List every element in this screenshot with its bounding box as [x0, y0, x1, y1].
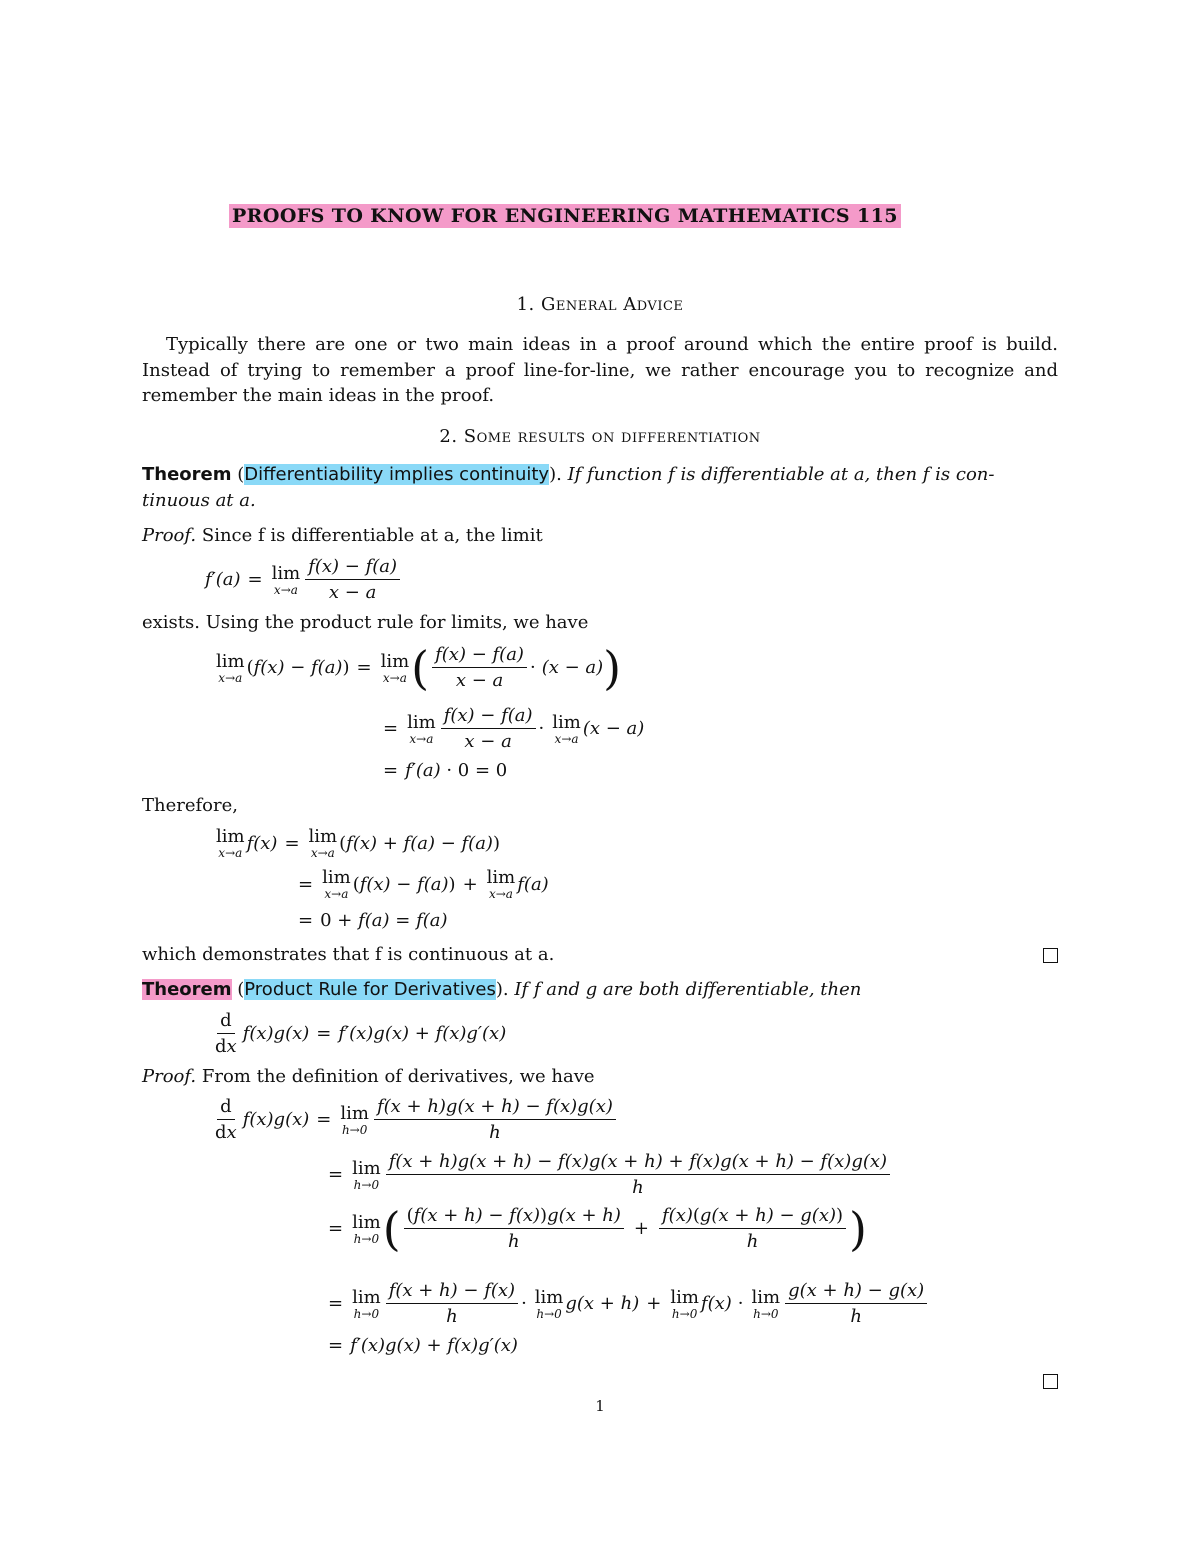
product-proof-line-5: = f′(x)g(x) + f(x)g′(x) — [328, 1335, 518, 1356]
product-rule-equation: $\frac{d}{dx}$ f(x)g(x) = f′(x)g(x) + f(x)g′(x) — [215, 1010, 507, 1057]
qed-2-icon — [1043, 1374, 1058, 1389]
theorem-2-label: Theorem — [142, 979, 232, 1000]
theorem-1-header: Theorem (Differentiability implies continuity). If function f is differentiable at a, then f is con- — [142, 464, 995, 485]
theorem-1-label: Theorem — [142, 464, 232, 485]
section-2-heading: 2. Some results on differentiation — [439, 426, 761, 447]
limit-product-line-1: lim x→a ( f(x) − f(a) ) = lim x→a ( $\frac{f(x) - f(a)}{x - a}$ · (x − a) ) — [216, 640, 622, 695]
section-1-paragraph: Typically there are one or two main ideas in a proof around which the entire proof is build. Instead of trying to remember a proof line-for-line, we rather encourage you to recognize and remember the main ideas in the proof. — [142, 334, 1058, 406]
theorem-2-statement: If f and g are both differentiable, then — [514, 979, 862, 1000]
proof-1-intro — [142, 525, 543, 546]
page-title: PROOFS TO KNOW FOR ENGINEERING MATHEMATICS 115 — [229, 204, 901, 228]
qed-1-icon — [1043, 948, 1058, 963]
theorem-1-name: Differentiability implies continuity — [244, 464, 550, 485]
product-proof-line-2: = lim h→0 $\frac{f(x + h)g(x + h) - f(x)g(x + h) + f(x)g(x + h) - f(x)g(x)}{h}$ — [328, 1151, 893, 1198]
derivative-definition-equation: f′(a) = lim x→a $\frac{f(x) - f(a)}{x - a}$ — [205, 556, 403, 603]
product-proof-line-3: = lim h→0 ( $\frac{(f(x + h) - f(x))g(x + h)}{h}$ + $\frac{f(x)(g(x + h) - g(x))}{h}$ ) — [328, 1201, 867, 1256]
proof-1-exists-text: exists. Using the product rule for limits, we have — [142, 612, 589, 633]
proof-1-label: Proof. — [142, 525, 197, 546]
limit-product-line-3: = f′(a) · 0 = 0 — [383, 760, 508, 781]
product-proof-line-1: $\frac{d}{dx}$ f(x)g(x) = lim h→0 $\frac{f(x + h)g(x + h) - f(x)g(x)}{h}$ — [212, 1096, 619, 1143]
continuity-line-2: = lim x→a ( f(x) − f(a) ) + lim x→a f(a) — [298, 867, 549, 901]
limit-product-line-2: = lim x→a $\frac{f(x) - f(a)}{x - a}$ · lim x→a (x − a) — [383, 705, 645, 752]
page-number: 1 — [595, 1397, 605, 1415]
proof-2-intro — [142, 1066, 595, 1087]
product-proof-line-4: = lim h→0 $\frac{f(x + h) - f(x)}{h}$ · lim h→0 g(x + h) + lim h→0 f(x) · lim h→0 $\frac{g(x + h) - g(x)}{h}$ — [328, 1280, 930, 1327]
proof-1-therefore-text: Therefore, — [142, 795, 238, 816]
continuity-line-1: lim x→a f(x) = lim x→a ( f(x) + f(a) − f(a) ) — [216, 826, 500, 860]
theorem-2-header: Theorem (Product Rule for Derivatives). If f and g are both differentiable, then — [142, 979, 862, 1000]
theorem-1-statement-line1: If function f is differentiable at a, then f is con- — [567, 464, 995, 485]
proof-2-label: Proof. — [142, 1066, 197, 1087]
proof-1-intro-text: Since f is differentiable at a, the limit — [201, 525, 543, 546]
section-1-heading: 1. General Advice — [516, 294, 684, 315]
proof-2-intro-text: From the definition of derivatives, we have — [201, 1066, 595, 1087]
theorem-2-name: Product Rule for Derivatives — [244, 979, 496, 1000]
continuity-line-3: = 0 + f(a) = f(a) — [298, 910, 448, 931]
proof-1-conclusion: which demonstrates that f is continuous at a. — [142, 944, 555, 965]
theorem-1-statement-line2: tinuous at a. — [142, 490, 256, 511]
